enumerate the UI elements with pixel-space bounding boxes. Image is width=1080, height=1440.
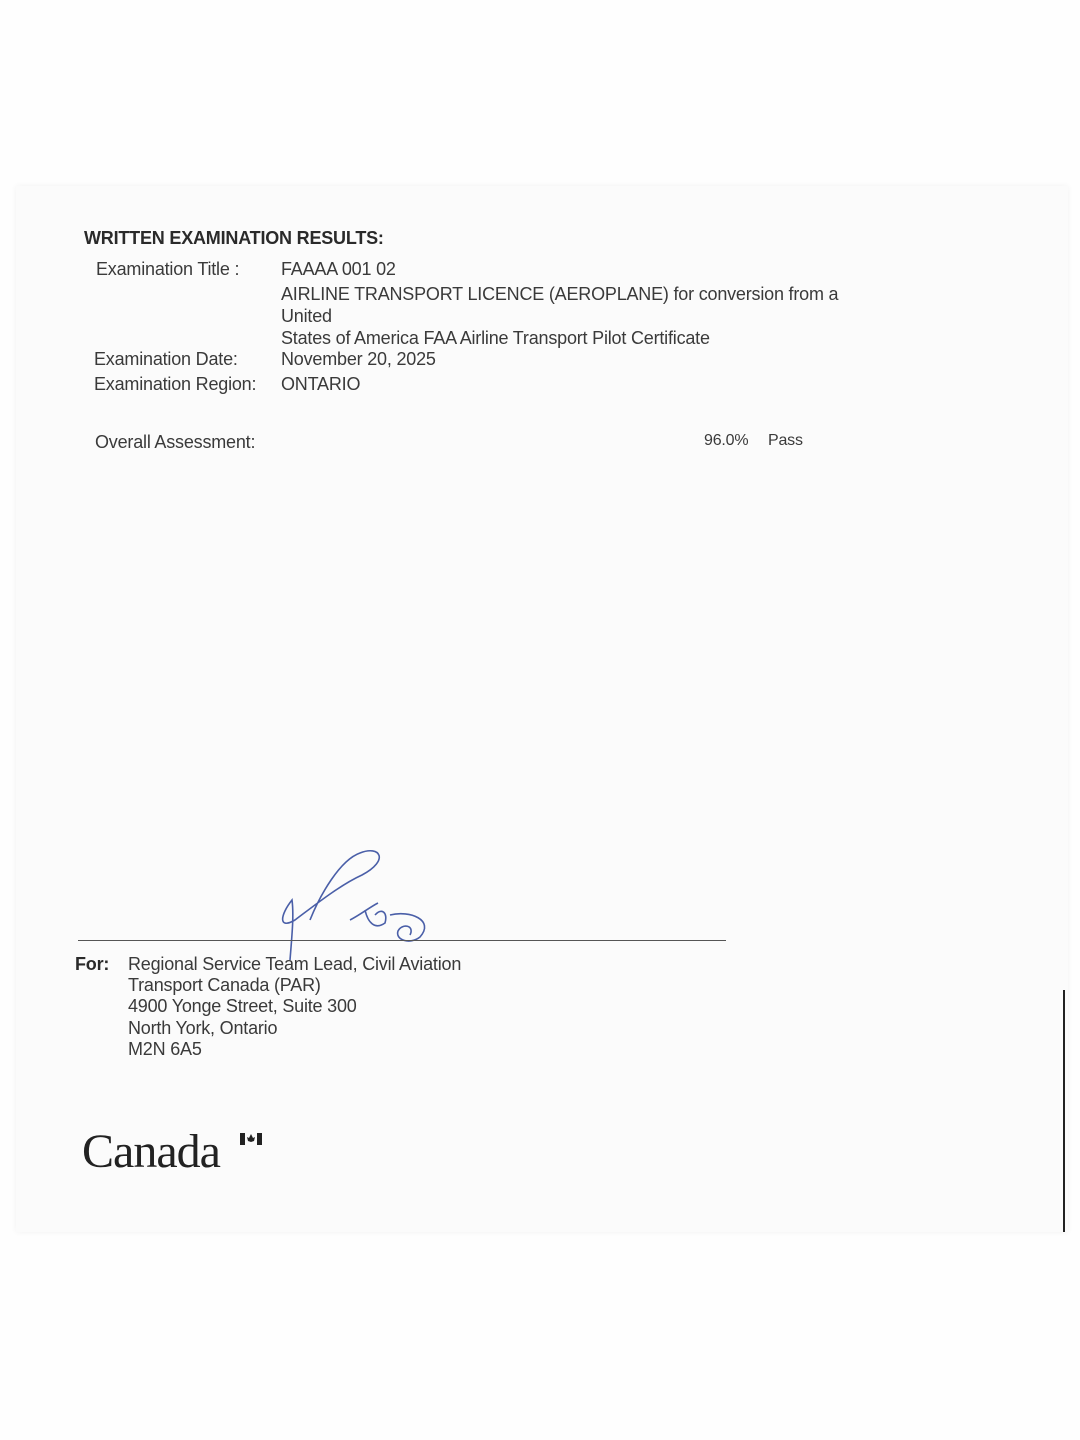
exam-region-value: ONTARIO	[281, 374, 361, 394]
canada-wordmark: Canada	[82, 1125, 220, 1178]
assessment-result: Pass	[768, 432, 803, 449]
for-label: For:	[75, 954, 110, 974]
overall-assessment-label: Overall Assessment:	[95, 432, 256, 452]
exam-region-label: Examination Region:	[94, 374, 257, 394]
exam-title-label: Examination Title :	[96, 259, 240, 279]
signature	[270, 845, 450, 965]
signatory-line: 4900 Yonge Street, Suite 300	[128, 996, 357, 1016]
signatory-line: Transport Canada (PAR)	[128, 975, 321, 995]
canada-flag-icon	[240, 1133, 262, 1145]
signatory-line: M2N 6A5	[128, 1039, 202, 1059]
signature-line	[78, 940, 726, 941]
exam-title-line2: United	[281, 306, 332, 326]
signatory-line: North York, Ontario	[128, 1018, 278, 1038]
assessment-score: 96.0%	[704, 432, 749, 449]
section-heading: WRITTEN EXAMINATION RESULTS:	[84, 228, 384, 248]
exam-title-line3: States of America FAA Airline Transport Pilot Certificate	[281, 328, 710, 348]
exam-title-code: FAAAA 001 02	[281, 259, 396, 279]
signatory-line: Regional Service Team Lead, Civil Aviation	[128, 954, 462, 974]
exam-date-value: November 20, 2025	[281, 349, 436, 369]
exam-date-label: Examination Date:	[94, 349, 238, 369]
exam-title-line1: AIRLINE TRANSPORT LICENCE (AEROPLANE) for conversion from a	[281, 284, 839, 304]
page-edge	[1063, 990, 1065, 1232]
